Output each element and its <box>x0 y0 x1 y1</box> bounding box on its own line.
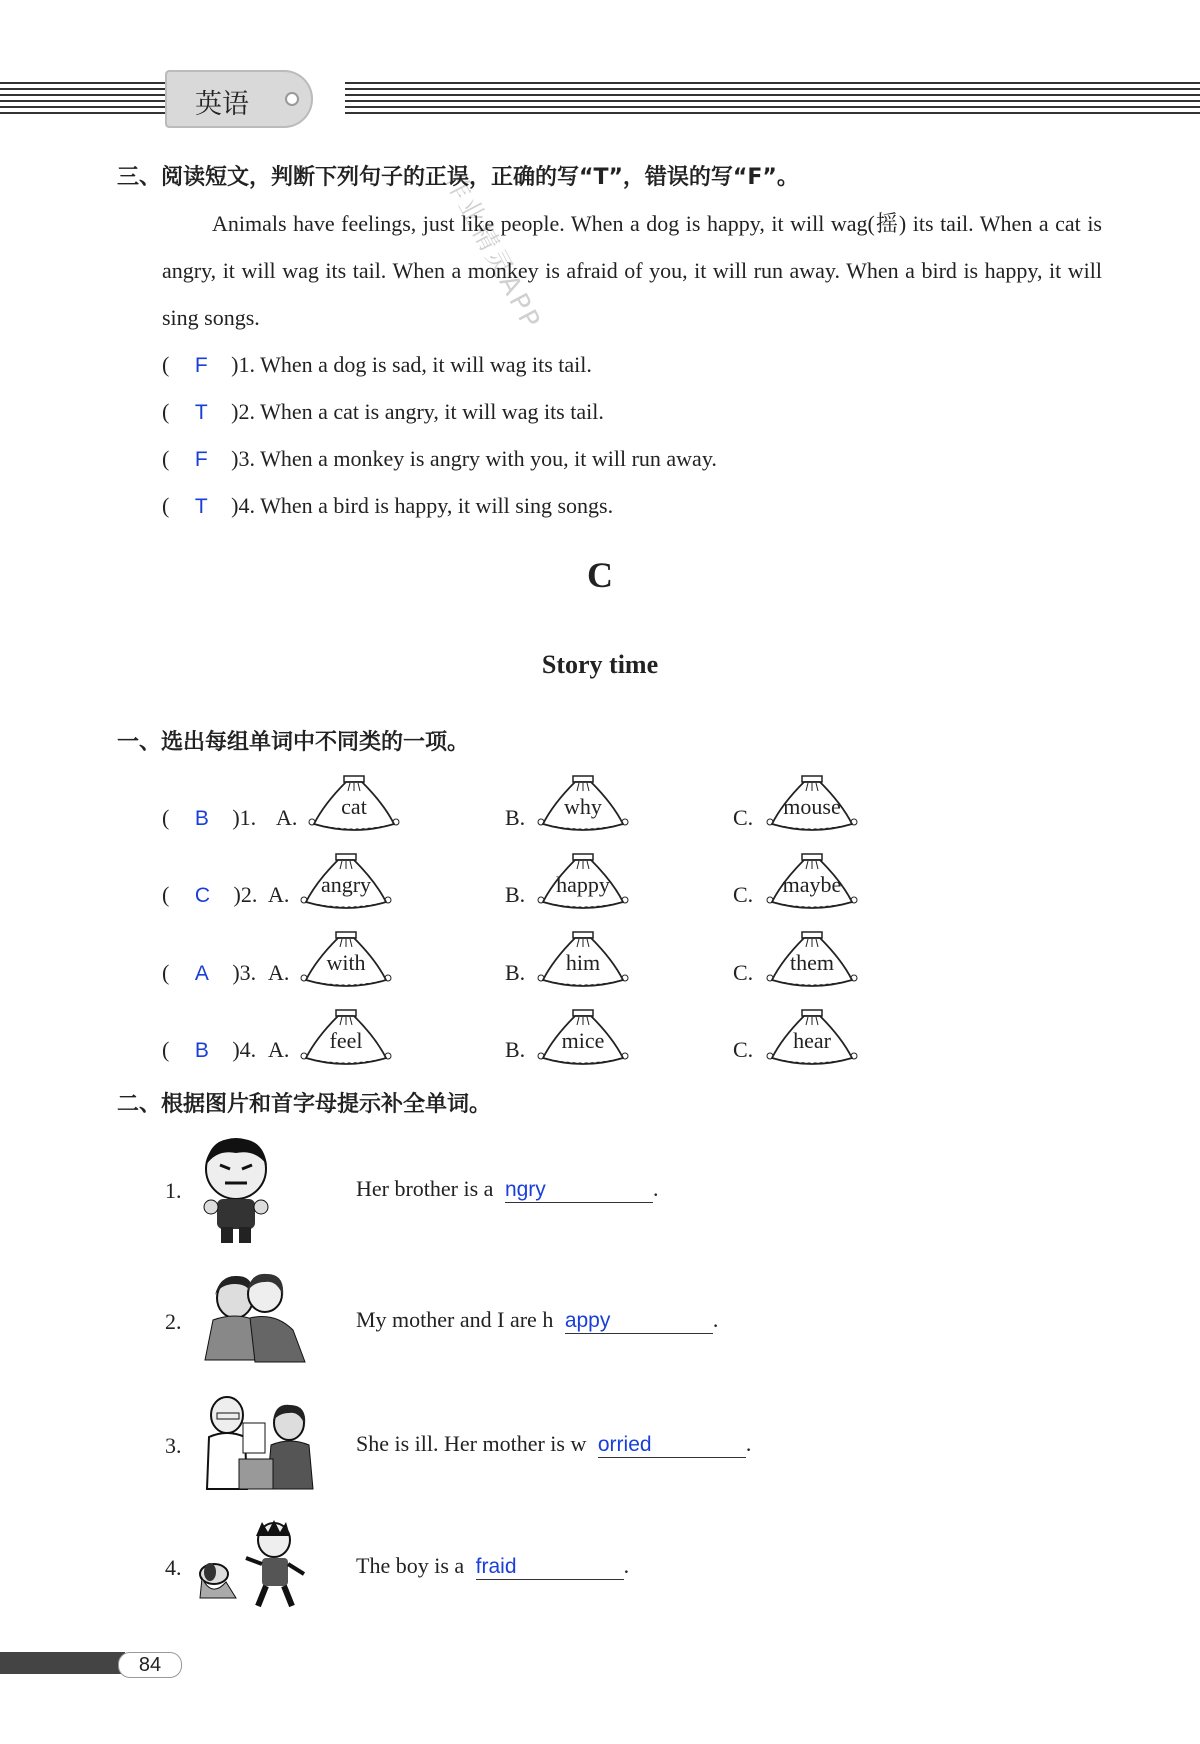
doctor-visit-illustration <box>195 1393 317 1493</box>
tf-question: )2. When a cat is angry, it will wag its tail. <box>231 399 604 424</box>
tf-question: )1. When a dog is sad, it will wag its tail. <box>231 352 592 377</box>
option-label-a: A. <box>268 960 290 985</box>
fill-text: She is ill. Her mother is w <box>356 1431 587 1456</box>
option-word: him <box>565 950 601 975</box>
fill-answer: fraid <box>476 1555 624 1580</box>
skirt-option <box>764 930 860 994</box>
fill-answer: ngry <box>505 1178 653 1203</box>
fill-sentence-1 <box>356 1176 658 1203</box>
tf-answer: T <box>194 401 208 424</box>
section2-title: 二、根据图片和首字母提示补全单词。 <box>117 1092 492 1117</box>
fill-text: The boy is a <box>356 1553 465 1578</box>
choice-num: )1. <box>232 805 257 830</box>
option-label-c: C. <box>733 1037 754 1062</box>
tf-answer: T <box>194 495 208 518</box>
tab-hole-icon <box>285 92 299 106</box>
skirt-option <box>535 852 631 916</box>
option-label-a: A. <box>268 1037 290 1062</box>
skirt-option <box>298 852 394 916</box>
option-word: with <box>326 950 366 975</box>
choice-answer: A <box>194 962 209 985</box>
choice-answer: B <box>194 807 209 830</box>
option-word: them <box>790 950 834 975</box>
option-word: cat <box>341 794 367 819</box>
tf-item-4: ( T )4. When a bird is happy, it will sing songs. <box>162 493 614 518</box>
part-letter: C <box>587 555 613 595</box>
section3-title: 三、阅读短文，判断下列句子的正误，正确的写“T”，错误的写“F”。 <box>117 165 799 190</box>
section1-title: 一、选出每组单词中不同类的一项。 <box>117 730 470 755</box>
fill-end: . <box>623 1553 630 1578</box>
skirt-option <box>535 1008 631 1072</box>
option-label-b: B. <box>505 1037 526 1062</box>
skirt-option <box>535 774 631 838</box>
choice-answer: C <box>194 884 210 907</box>
section3-passage: Animals have feelings, just like people. When a dog is happy, it will wag(摇) its tail. When a cat is angry, it will wag its tail. When a monkey is afraid of you, it will run away. When a bird is happy, it will sing songs. <box>162 211 1102 330</box>
watermark: 作业精灵APP <box>438 167 547 336</box>
page-number: 84 <box>118 1652 182 1678</box>
option-label-c: C. <box>733 960 754 985</box>
choice-num: )2. <box>233 882 258 907</box>
skirt-option <box>764 852 860 916</box>
skirt-option <box>306 774 402 838</box>
mother-daughter-hug-illustration <box>195 1270 313 1366</box>
fill-sentence-3 <box>356 1431 751 1458</box>
choice-row-3: ( A )3. <box>162 960 257 985</box>
fill-num: 3. <box>165 1433 182 1458</box>
choice-row-4: ( B )4. <box>162 1037 257 1062</box>
tf-question: )4. When a bird is happy, it will sing songs. <box>231 493 614 518</box>
fill-text: My mother and I are h <box>356 1307 554 1332</box>
option-label-b: B. <box>505 882 526 907</box>
option-word: hear <box>793 1028 831 1053</box>
option-word: mice <box>561 1028 605 1053</box>
tf-answer: F <box>194 354 208 377</box>
choice-num: )4. <box>232 1037 257 1062</box>
fill-text: Her brother is a <box>356 1176 494 1201</box>
fill-num: 4. <box>165 1555 182 1580</box>
skirt-option <box>298 930 394 994</box>
skirt-option <box>764 1008 860 1072</box>
option-label-a: A. <box>268 882 290 907</box>
tf-item-3: ( F )3. When a monkey is angry with you, it will run away. <box>162 446 717 471</box>
option-label-c: C. <box>733 882 754 907</box>
fill-end: . <box>712 1307 719 1332</box>
tf-item-1: ( F )1. When a dog is sad, it will wag its tail. <box>162 352 592 377</box>
option-word: mouse <box>783 794 841 819</box>
choice-row-1: ( B )1. <box>162 805 257 830</box>
footer-bar <box>0 1652 125 1674</box>
fill-answer: appy <box>565 1309 713 1334</box>
choice-row-2: ( C )2. <box>162 882 258 907</box>
part-title: Story time <box>541 650 659 679</box>
subject-label: 英语 <box>195 89 249 120</box>
fill-answer: orried <box>598 1433 746 1458</box>
option-label-b: B. <box>505 960 526 985</box>
boy-afraid-of-dog-illustration <box>192 1518 314 1612</box>
fill-num: 2. <box>165 1309 182 1334</box>
choice-answer: B <box>194 1039 209 1062</box>
option-label-c: C. <box>733 805 754 830</box>
subject-tab <box>165 70 313 128</box>
option-label-a: A. <box>276 805 298 830</box>
option-word: why <box>564 794 602 819</box>
header-rule-right <box>345 82 1200 120</box>
angry-boy-illustration <box>195 1135 277 1247</box>
tf-answer: F <box>194 448 208 471</box>
fill-sentence-4 <box>356 1553 629 1580</box>
option-word: maybe <box>782 872 842 897</box>
fill-end: . <box>652 1176 659 1201</box>
option-word: happy <box>556 872 610 897</box>
fill-end: . <box>745 1431 752 1456</box>
skirt-option <box>764 774 860 838</box>
header-rule-left <box>0 82 170 120</box>
choice-num: )3. <box>232 960 257 985</box>
skirt-option <box>298 1008 394 1072</box>
option-word: feel <box>329 1028 363 1053</box>
tf-question: )3. When a monkey is angry with you, it will run away. <box>231 446 717 471</box>
option-word: angry <box>320 872 372 897</box>
skirt-option <box>535 930 631 994</box>
option-label-b: B. <box>505 805 526 830</box>
fill-sentence-2 <box>356 1307 718 1334</box>
fill-num: 1. <box>165 1178 182 1203</box>
tf-item-2: ( T )2. When a cat is angry, it will wag its tail. <box>162 399 604 424</box>
